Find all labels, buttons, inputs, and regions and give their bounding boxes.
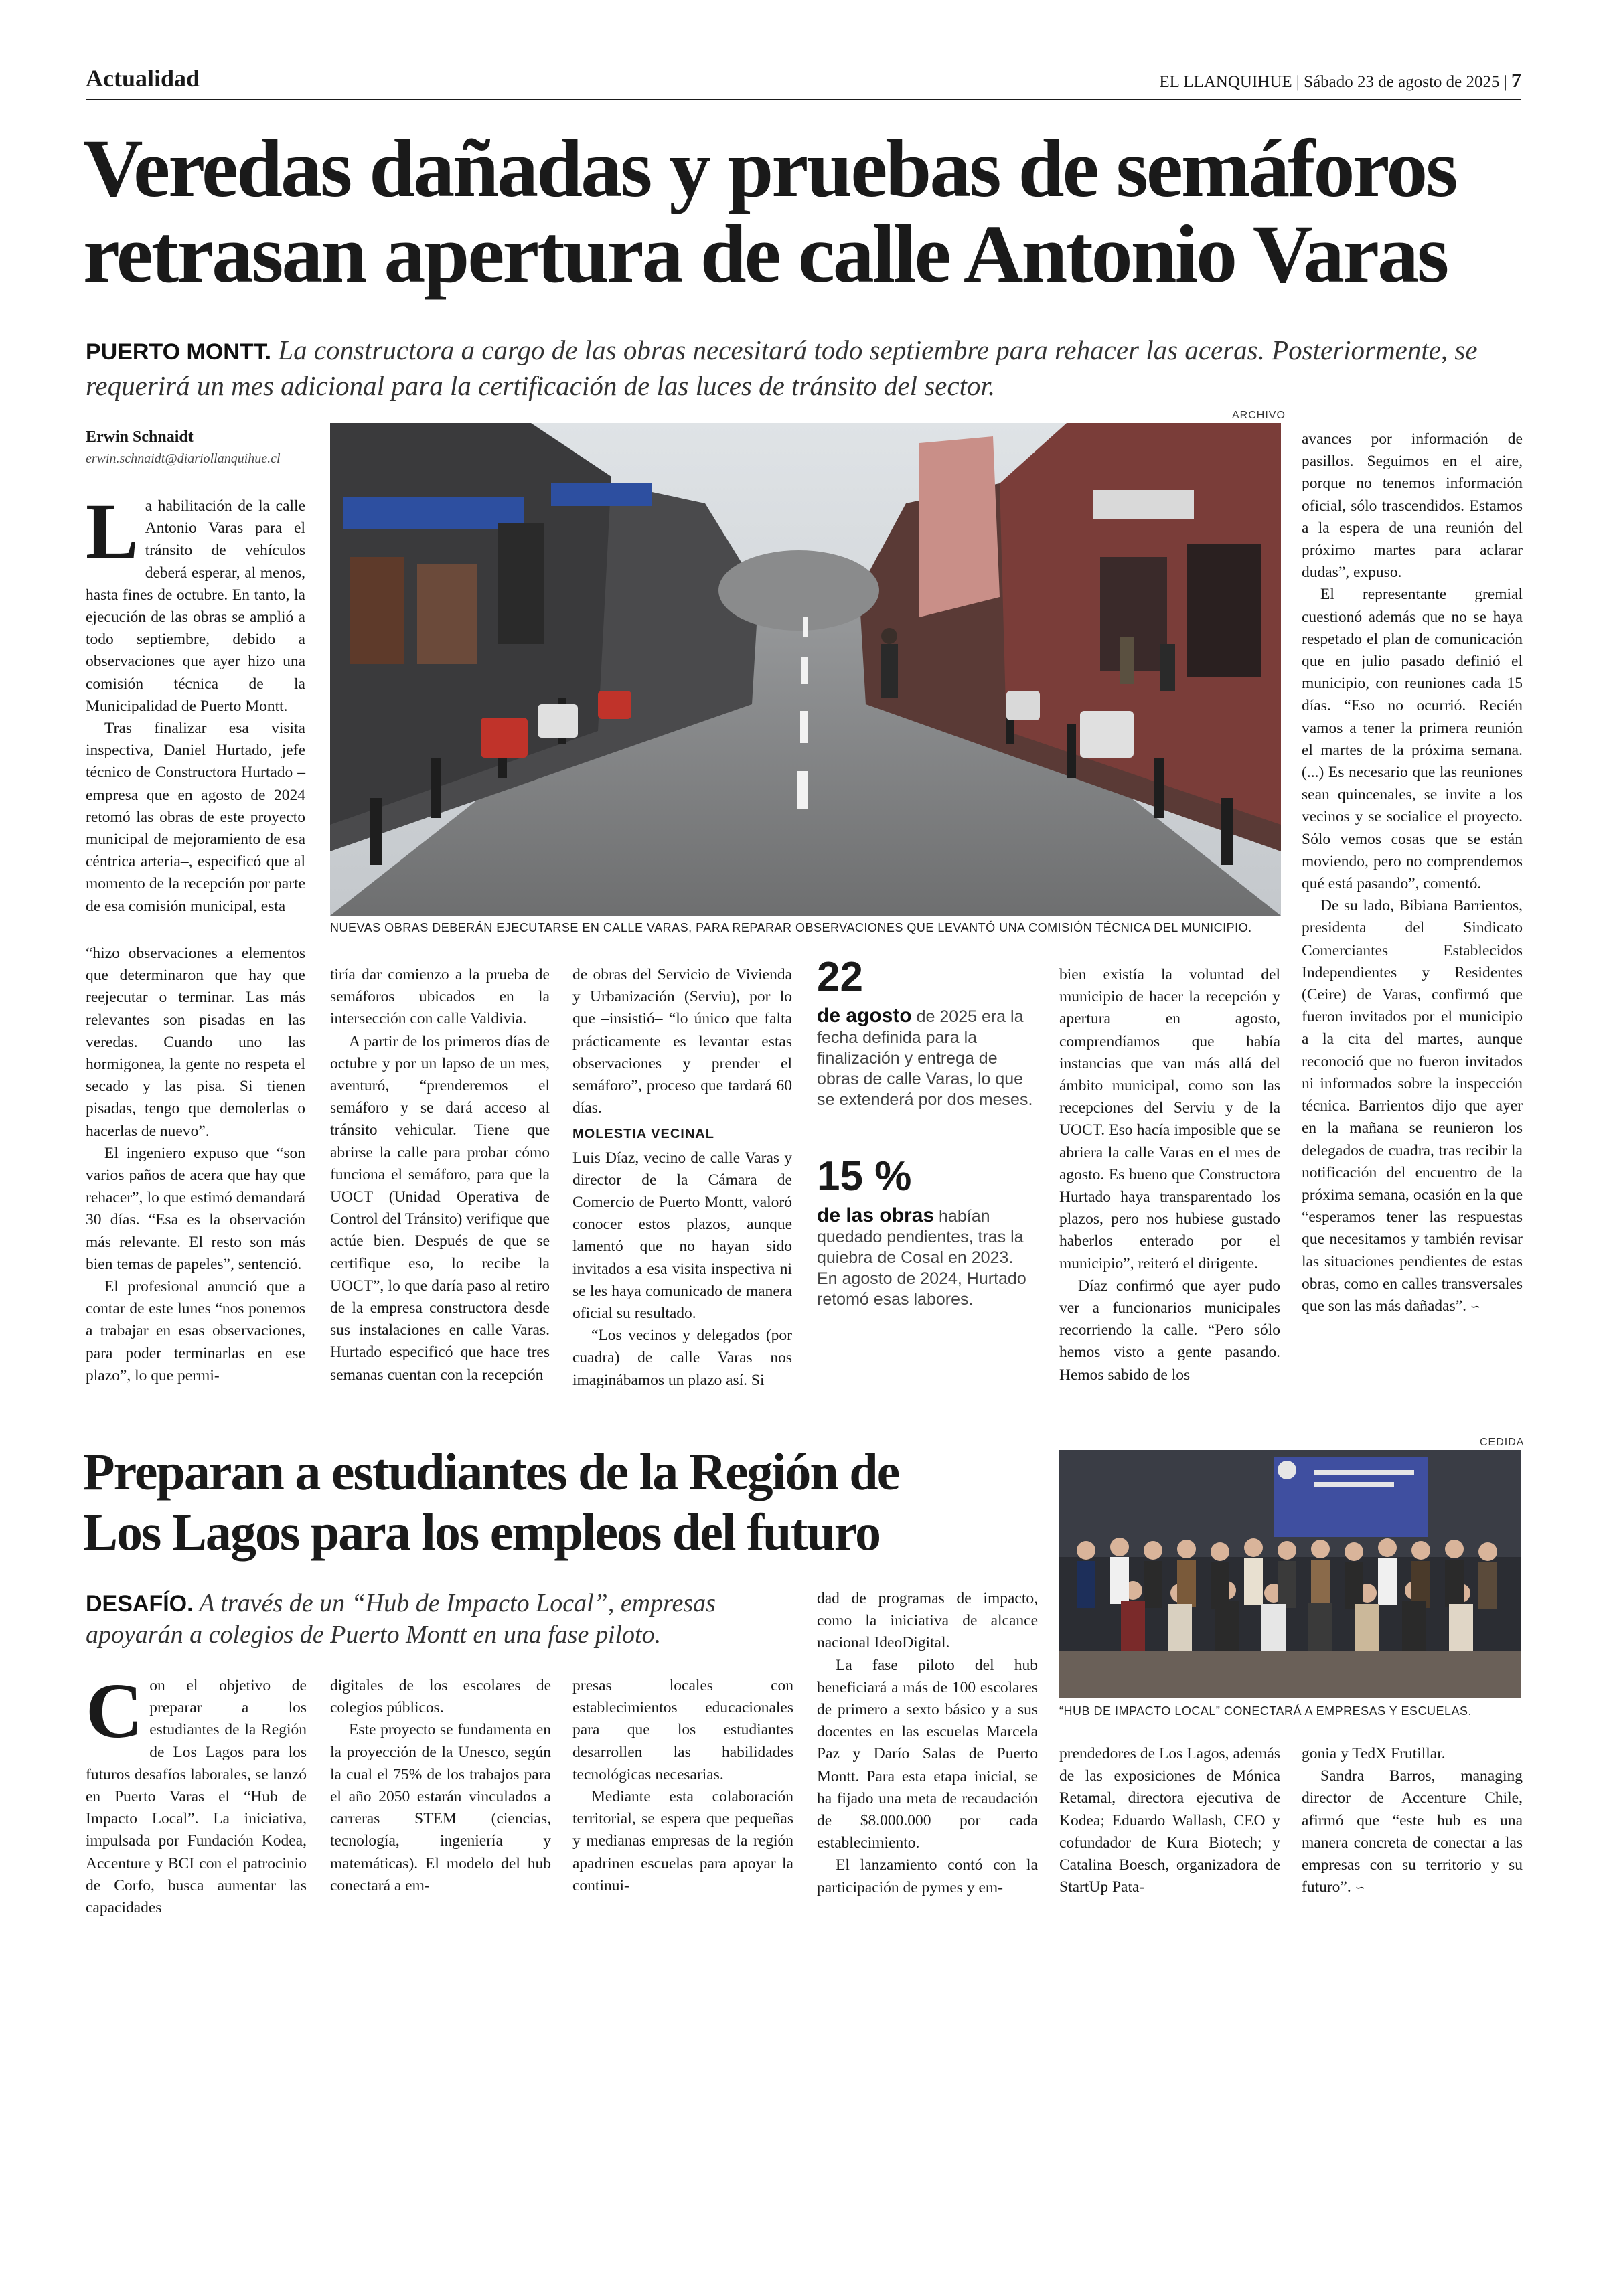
article1-paragraph: El ingeniero expuso que “son varios paños de acera que hay que rehacer”, lo que estimó demandará 30 días. “Esa es la observación más relevante. El resto son más bien temas de papeles”, sentenció. [86,1144,305,1273]
stat1-text [817,1005,1038,1111]
article2-deck-kicker: DESAFÍO. [86,1591,194,1617]
paragraph-text: on el objetivo de preparar a los estudiantes de la Región de Los Lagos para los futuros desafíos laborales, se lanzó en Puerto Varas el “Hub de Impacto Local”. La iniciativa, impulsada por Fundación Kodea, Accenture y BCI con el patrocinio de Corfo, busca aumentar las capacidades [86,1677,307,1917]
section-label: Actualidad [86,65,200,92]
photo2-caption: “HUB DE IMPACTO LOCAL” CONECTARÁ A EMPRESAS Y ESCUELAS. [1059,1704,1472,1718]
article1-paragraph: de obras del Servicio de Vivienda y Urbanización (Serviu), por lo que –insistió– “lo único que falta prácticamente es levantar estas observaciones y prender el semáforo”, proceso que tardará 60 días. [572,966,792,1117]
byline-email: erwin.schnaidt@diariollanquihue.cl [86,451,281,466]
article1-paragraph: Díaz confirmó que ayer pudo ver a funcionarios municipales recorriendo la calle. “Pero sólo hemos visto a gente pasando. Hemos sabido de los [1059,1277,1280,1384]
article1-column5 [1059,964,1280,1386]
article1-deck-text: La constructora a cargo de las obras necesitará todo septiembre para rehacer las aceras. Posteriormente, se requerirá un mes adicional para la certificación de las luces de tránsito del sector. [86,335,1478,401]
dropcap: C [86,1667,143,1754]
subheading-molestia-vecinal: MOLESTIA VECINAL [572,1127,714,1142]
folio-page-number: 7 [1511,70,1521,92]
article1-paragraph [86,487,305,718]
article2-column5 [1059,1743,1280,1898]
article2-deck-text: A través de un “Hub de Impacto Local”, empresas apoyarán a colegios de Puerto Montt en una fase piloto. [86,1589,716,1649]
article2-column4 [817,1588,1038,1899]
article1-paragraph: Tras finalizar esa visita inspectiva, Daniel Hurtado, jefe técnico de Constructora Hurtado –empresa que en agosto de 2024 retomó las obras de este proyecto municipal de mejoramiento de esa céntrica arteria–, especificó que al momento de la recepción por parte de esa comisión municipal, esta [86,720,305,915]
stat2-text [817,1205,1038,1310]
stat1-bold: de agosto [817,1005,912,1027]
end-mark-icon: ∽ [1355,1881,1365,1896]
end-mark-icon: ∽ [1470,1299,1480,1314]
header-rule [86,99,1521,100]
article1-paragraph: tiría dar comienzo a la prueba de semáforos ubicados en la intersección con calle Valdivia. [330,966,550,1028]
article2-paragraph: gonia y TedX Frutillar. [1302,1745,1446,1762]
folio-paper: EL LLANQUIHUE [1159,73,1292,91]
stat1-description: de 2025 era la fecha definida para la finalización y entrega de obras de calle Varas, lo que se extenderá por dos meses. [817,1007,1033,1109]
paragraph-text: De su lado, Bibiana Barrientos, presidenta del Sindicato Comerciantes Establecidos Independientes y Residentes (Ceire) de Varas, confirmó que fueron invitados por el municipio a la cita del martes, aunque reconoció que no fueron invitados ni informados sobre la inspección técnica. Barrientos dijo que ayer en la mañana se reunieron los delegados de cuadra, tras recibir la notificación del encuentro de la próxima semana, ocasión en la que “esperamos tener las respuestas que necesitamos y también revisar las situaciones pendientes de estas obras, como en calles transversales que son las más dañadas”. [1302,897,1523,1315]
article1-paragraph: A partir de los primeros días de octubre y por un lapso de un mes, aventuró, “prenderemos el semáforo y se dará acceso al tránsito vehicular. Tiene que abrirse la calle para probar cómo funciona el semáforo, para que la UOCT (Unidad Operativa de Control del Tránsito) verifique que actúe bien. Después de que se certifique eso, lo recibe la UOCT”, lo que daría paso al retiro de la empresa constructora desde sus instalaciones en calle Varas. Hurtado especificó que hace tres semanas cuentan con la recepción [330,1032,550,1384]
article1-deck [86,333,1525,402]
article1-paragraph: “hizo observaciones a elementos que determinaron que hay que reejecutar o terminar. Las más relevantes son pisadas en las veredas. Cuando uno las hormigonea, la gente no respeta el secado y las pisa. Si tienen pisadas, tengo que demolerlas o hacerlas de nuevo”. [86,945,305,1140]
article2-paragraph: prendedores de Los Lagos, además de las exposiciones de Mónica Retamal, directora ejecutiva de Kodea; Eduardo Wallash, CEO y cofundador de Kura Biotech; y Catalina Boesch, organizadora de StartUp Pata- [1059,1745,1280,1896]
article1-deck-kicker: PUERTO MONTT. [86,339,272,365]
article2-headline-line1: Preparan a estudiantes de la Región de [83,1443,899,1501]
article1-paragraph: avances por información de pasillos. Seguimos en el aire, porque no tenemos información oficial, sólo trascendidos. Estamos a la espera de una reunión del próximo martes para aclarar dudas”, expuso. [1302,430,1523,582]
article2-paragraph [86,1667,307,1919]
article2-column6 [1302,1743,1523,1899]
article2-paragraph: Este proyecto se fundamenta en la proyección de la Unesco, según la cual el 75% de los trabajos para el año 2050 estarán vinculados a carreras STEM (ciencias, tecnología, ingeniería y matemáticas). El modelo del hub conectará a em- [330,1721,551,1894]
article1-column1 [86,487,305,918]
group-photo-illustration [1059,1450,1521,1698]
paragraph-text: Sandra Barros, managing director de Accenture Chile, afirmó que “este hub es una manera concreta de conectar a las empresas con su territorio y su futuro”. [1302,1767,1523,1896]
article2-paragraph: digitales de los escolares de colegios públicos. [330,1677,551,1717]
article2-column2 [330,1675,551,1897]
stat2-bold: de las obras [817,1204,935,1226]
folio-separator: | [1296,73,1300,91]
article1-headline-line1: Veredas dañadas y pruebas de semáforos [83,122,1456,214]
article2-paragraph: Mediante esta colaboración territorial, se espera que pequeñas y medianas empresas de la región apadrinen escuelas para apoyar la continui- [572,1788,793,1894]
article2-paragraph [1302,1765,1523,1899]
folio [1159,70,1521,92]
stat1-number: 22 [817,954,863,1000]
stat2-description: habían quedado pendientes, tras la quiebra de Cosal en 2023. En agosto de 2024, Hurtado retomó esas labores. [817,1207,1026,1309]
dropcap: L [86,487,139,575]
street-photo [330,423,1281,916]
photo1-caption: NUEVAS OBRAS DEBERÁN EJECUTARSE EN CALLE VARAS, PARA REPARAR OBSERVACIONES QUE LEVANTÓ UNA COMISIÓN TÉCNICA DEL MUNICIPIO. [330,921,1252,934]
article1-paragraph: “Los vecinos y delegados (por cuadra) de calle Varas nos imaginábamos un plazo así. Si [572,1327,792,1389]
article1-paragraph: El profesional anunció que a contar de este lunes “nos ponemos a trabajar en esas observaciones, para poder terminarlas en ese plazo”, lo que permi- [86,1278,305,1384]
article2-paragraph: dad de programas de impacto, como la iniciativa de alcance nacional IdeoDigital. [817,1590,1038,1652]
group-photo [1059,1450,1521,1698]
article2-deck [86,1588,782,1650]
photo2-credit: CEDIDA [1480,1437,1525,1448]
article1-column1-lower [86,942,305,1387]
article2-paragraph: El lanzamiento contó con la participación de pymes y em- [817,1856,1038,1896]
article2-paragraph: La fase piloto del hub beneficiará a más de 100 escolares de primero a sexto básico y a sus docentes en las escuelas Marcela Paz y Darío Salas de Puerto Montt. Para esta etapa inicial, se ha fijado una meta de recaudación de $8.000.000 por cada establecimiento. [817,1656,1038,1852]
article2-paragraph: presas locales con establecimientos educacionales para que los estudiantes desarrollen las habilidades tecnológicas necesarias. [572,1677,793,1783]
street-photo-illustration [330,423,1281,916]
article1-paragraph: bien existía la voluntad del municipio de hacer la recepción y apertura en agosto, comprendíamos que había instancias que van más allá del ámbito municipal, como son las recepciones del Serviu y de la UOCT. Eso hacía imposible que se abriera la calle Varas en el mes de agosto. Es bueno que Constructora Hurtado haya transparentado los plazos, pero nos hubiese gustado haberlos enterado por el municipio”, reiteró el dirigente. [1059,966,1280,1273]
photo1-credit: ARCHIVO [1232,410,1286,421]
folio-separator: | [1503,73,1507,91]
byline-author: Erwin Schnaidt [86,428,194,446]
article1-headline-line2: retrasan apertura de calle Antonio Varas [83,208,1448,300]
paragraph-text: a habilitación de la calle Antonio Varas para el tránsito de vehículos deberá esperar, al menos, hasta fines de octubre. En tanto, la ejecución de las obras se amplió a todo septiembre, debido a observaciones que ayer hizo una comisión técnica de la Municipalidad de Puerto Montt. [86,497,305,715]
folio-date: Sábado 23 de agosto de 2025 [1304,73,1500,91]
article1-paragraph [1302,895,1523,1318]
article1-column6 [1302,428,1523,1318]
article2-headline-line2: Los Lagos para los empleos del futuro [83,1503,880,1561]
article1-paragraph: El representante gremial cuestionó además que no se haya respetado el plan de comunicación que en julio pasado definió el municipio, con reuniones cada 15 días. “Eso no ocurrió. Recién vamos a tener la primera reunión el martes de la próxima semana. (...) Es necesario que las reuniones sean quincenales, se invite a los vecinos y se socialice el proyecto. Sólo vemos cosas que se están moviendo, pero no comprendemos qué está pasando”, comentó. [1302,586,1523,893]
article1-paragraph: Luis Díaz, vecino de calle Varas y director de la Cámara de Comercio de Puerto Montt, valoró conocer estos plazos, aunque lamentó que no hayan sido invitados a esa visita inspectiva ni se les haya comunicado de manera oficial su resultado. [572,1149,792,1323]
article2-column1 [86,1667,307,1919]
article1-column2 [330,964,550,1386]
article1-column3 [572,964,792,1392]
article2-column3 [572,1675,793,1897]
stat2-number: 15 % [817,1153,912,1200]
